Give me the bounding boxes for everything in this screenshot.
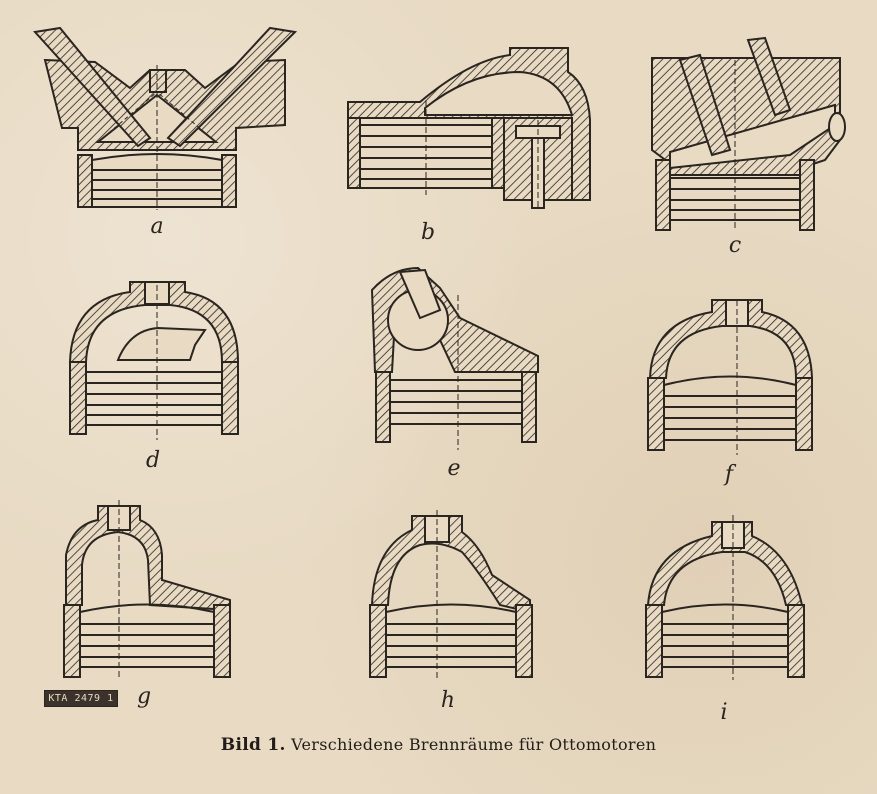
- panel-c-label: c: [728, 233, 742, 258]
- panel-f-drawing: [648, 300, 812, 455]
- caption-number: Bild 1.: [220, 735, 286, 755]
- panel-d-drawing: [70, 282, 238, 440]
- panel-f-label: f: [724, 462, 734, 487]
- archive-stamp: KTA 2479 1: [44, 690, 118, 707]
- panel-b-drawing: [348, 48, 590, 210]
- panel-i-label: i: [720, 700, 728, 725]
- panel-i-drawing: [646, 515, 804, 680]
- panel-h-label: h: [440, 688, 456, 713]
- panel-g-label: g: [136, 684, 152, 709]
- panel-g-drawing: [64, 500, 230, 680]
- panel-a-label: a: [150, 214, 164, 239]
- panel-e-label: e: [447, 456, 461, 481]
- panel-a-drawing: [35, 28, 295, 210]
- caption-text: Verschiedene Brennräume für Ottomotoren: [291, 735, 657, 754]
- panel-e-drawing: [372, 268, 538, 450]
- panel-h-drawing: [370, 510, 532, 680]
- figure-caption: [0, 735, 877, 755]
- panel-c-drawing: [652, 38, 845, 230]
- panel-b-label: b: [420, 220, 436, 245]
- panel-d-label: d: [145, 448, 161, 473]
